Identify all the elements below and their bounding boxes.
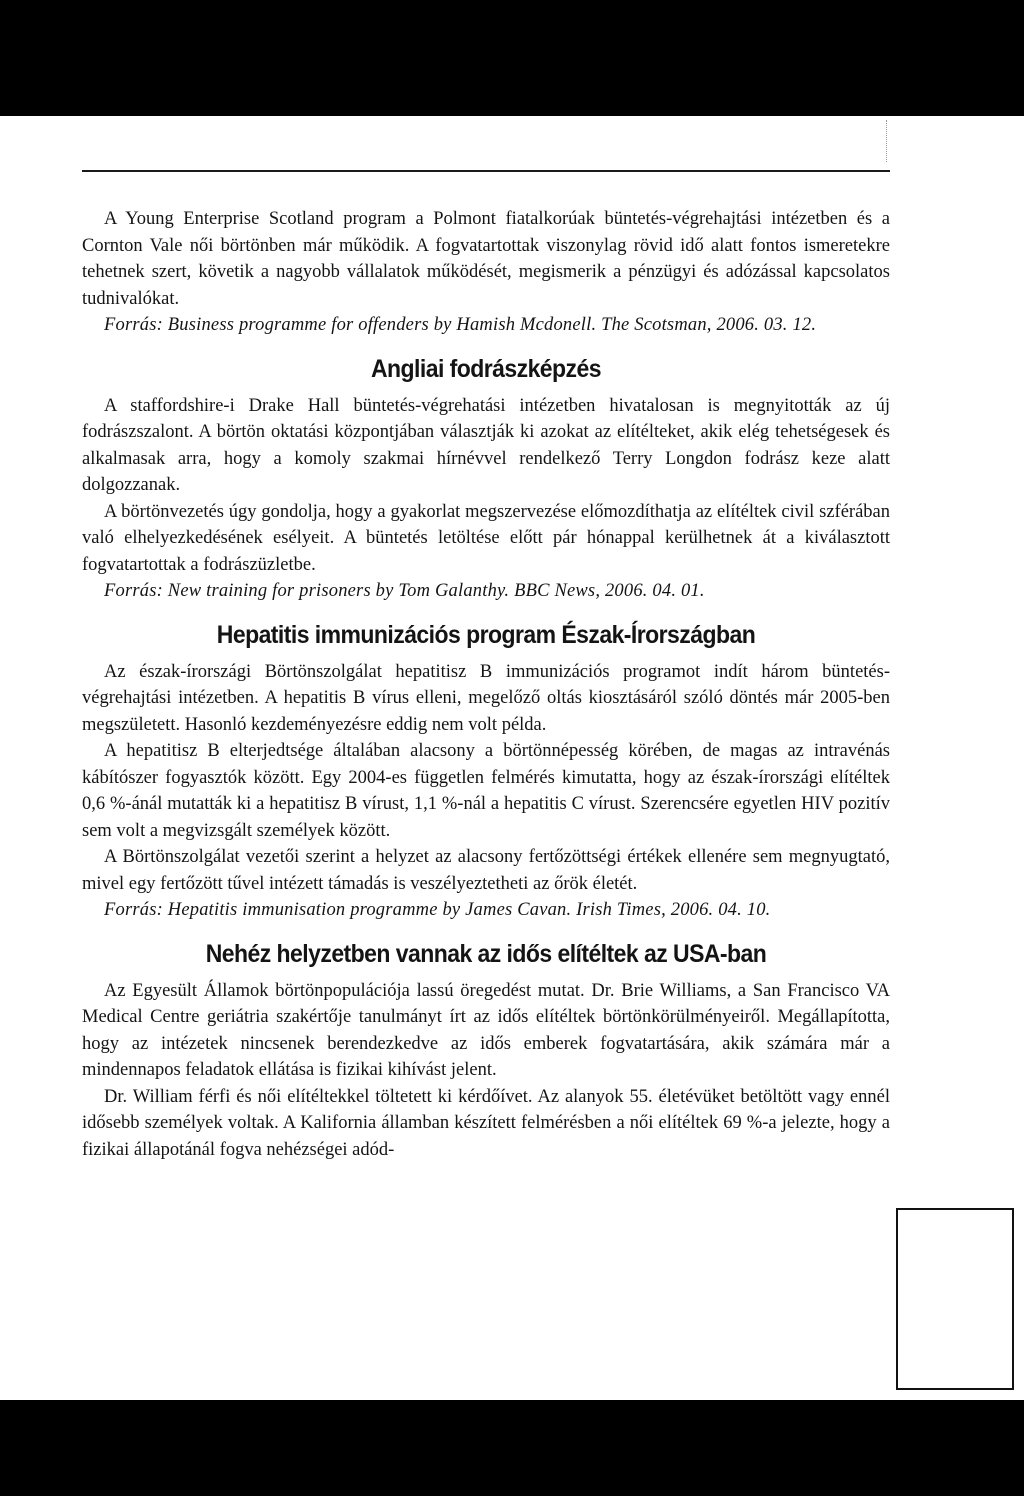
section-heading: Angliai fodrászképzés (371, 354, 601, 383)
source-citation: Forrás: New training for prisoners by Tom Galanthy. BBC News, 2006. 04. 01. (104, 581, 705, 601)
body-paragraph: Dr. William férfi és női elítéltekkel töltetett ki kérdőívet. Az alanyok 55. életévüket betöltött vagy ennél idősebb személyek voltak. A Kalifornia államban készített felmérésben a női elítéltek 69 %-a jelezte, hogy a fizikai állapotánál fogva nehézségei adód- (82, 1086, 890, 1160)
body-paragraph: A hepatitisz B elterjedtsége általában alacsony a börtönnépesség körében, de magas az intravénás kábítószer fogyasztók között. Egy 2004-es független felmérés kimutatta, hogy az észak-írországi elítéltek 0,6 %-ánál mutatták ki a hepatitisz B vírust, 1,1 %-nál a hepatitis C vírust. Szerencsére egyetlen HIV pozitív sem volt a megvizsgált személyek között. (82, 741, 890, 841)
margin-mark (886, 120, 888, 162)
source-citation: Forrás: Business programme for offenders by Hamish Mcdonell. The Scotsman, 2006. 03. 12. (104, 315, 817, 335)
scan-border-bottom (0, 1400, 1024, 1496)
section-heading: Hepatitis immunizációs program Észak-Írországban (216, 620, 756, 649)
article-column (82, 206, 890, 1163)
body-paragraph: A staffordshire-i Drake Hall büntetés-végrehatási intézetben hivatalosan is megnyitották az új fodrászszalont. A börtön oktatási központjában választják ki azokat az elítélteket, akik elég tehetségesek és alkalmasak arra, hogy a komoly szakmai hírnévvel rendelkező Terry Longdon fodrász keze alatt dolgozzanak. (82, 395, 890, 495)
source-citation: Forrás: Hepatitis immunisation programme by James Cavan. Irish Times, 2006. 04. 10. (104, 900, 771, 920)
section-heading: Nehéz helyzetben vannak az idős elítéltek az USA-ban (205, 939, 767, 968)
header-rule (82, 170, 890, 172)
body-paragraph: Az észak-írországi Börtönszolgálat hepatitisz B immunizációs programot indít három büntetés-végrehajtási intézetben. A hepatitis B vírus elleni, megelőző oltás kiosztásáról szóló döntés már 2005-ben megszületett. Hasonló kezdeményezésre eddig nem volt példa. (82, 661, 890, 735)
body-paragraph: A börtönvezetés úgy gondolja, hogy a gyakorlat megszervezése előmozdíthatja az elítéltek civil szférában való elhelyezkedésének esélyeit. A büntetés letöltése előtt pár hónappal kerülhetnek át a kiválasztott fogvatartottak a fodrászüzletbe. (82, 501, 890, 575)
scan-border-top (0, 0, 1024, 116)
section-hairdresser-training (82, 353, 890, 605)
section-hepatitis-program (82, 619, 890, 924)
section-elderly-prisoners (82, 938, 890, 1164)
margin-box (896, 1208, 1014, 1390)
body-paragraph: A Young Enterprise Scotland program a Polmont fiatalkorúak büntetés-végrehajtási intézetben és a Cornton Vale női börtönben már működik. A fogvatartottak viszonylag rövid idő alatt fontos ismeretekre tehetnek szert, követik a nagyobb vállalatok működését, megismerik a pénzügyi és adózással kapcsolatos tudnivalókat. (82, 209, 890, 309)
body-paragraph: Az Egyesült Államok börtönpopulációja lassú öregedést mutat. Dr. Brie Williams, a San Francisco VA Medical Centre geriátria szakértője tanulmányt írt az idős elítéltek börtönkörülményeiről. Megállapította, hogy az intézetek nincsenek berendezkedve az idős emberek fogvatartására, akik számára már a mindennapos feladatok ellátása is fizikai kihívást jelent. (82, 980, 890, 1080)
body-paragraph: A Börtönszolgálat vezetői szerint a helyzet az alacsony fertőzöttségi értékek ellenére sem megnyugtató, mivel egy fertőzött tűvel intézett támadás is veszélyeztetheti az őrök életét. (82, 847, 890, 894)
section-young-enterprise (82, 206, 890, 339)
